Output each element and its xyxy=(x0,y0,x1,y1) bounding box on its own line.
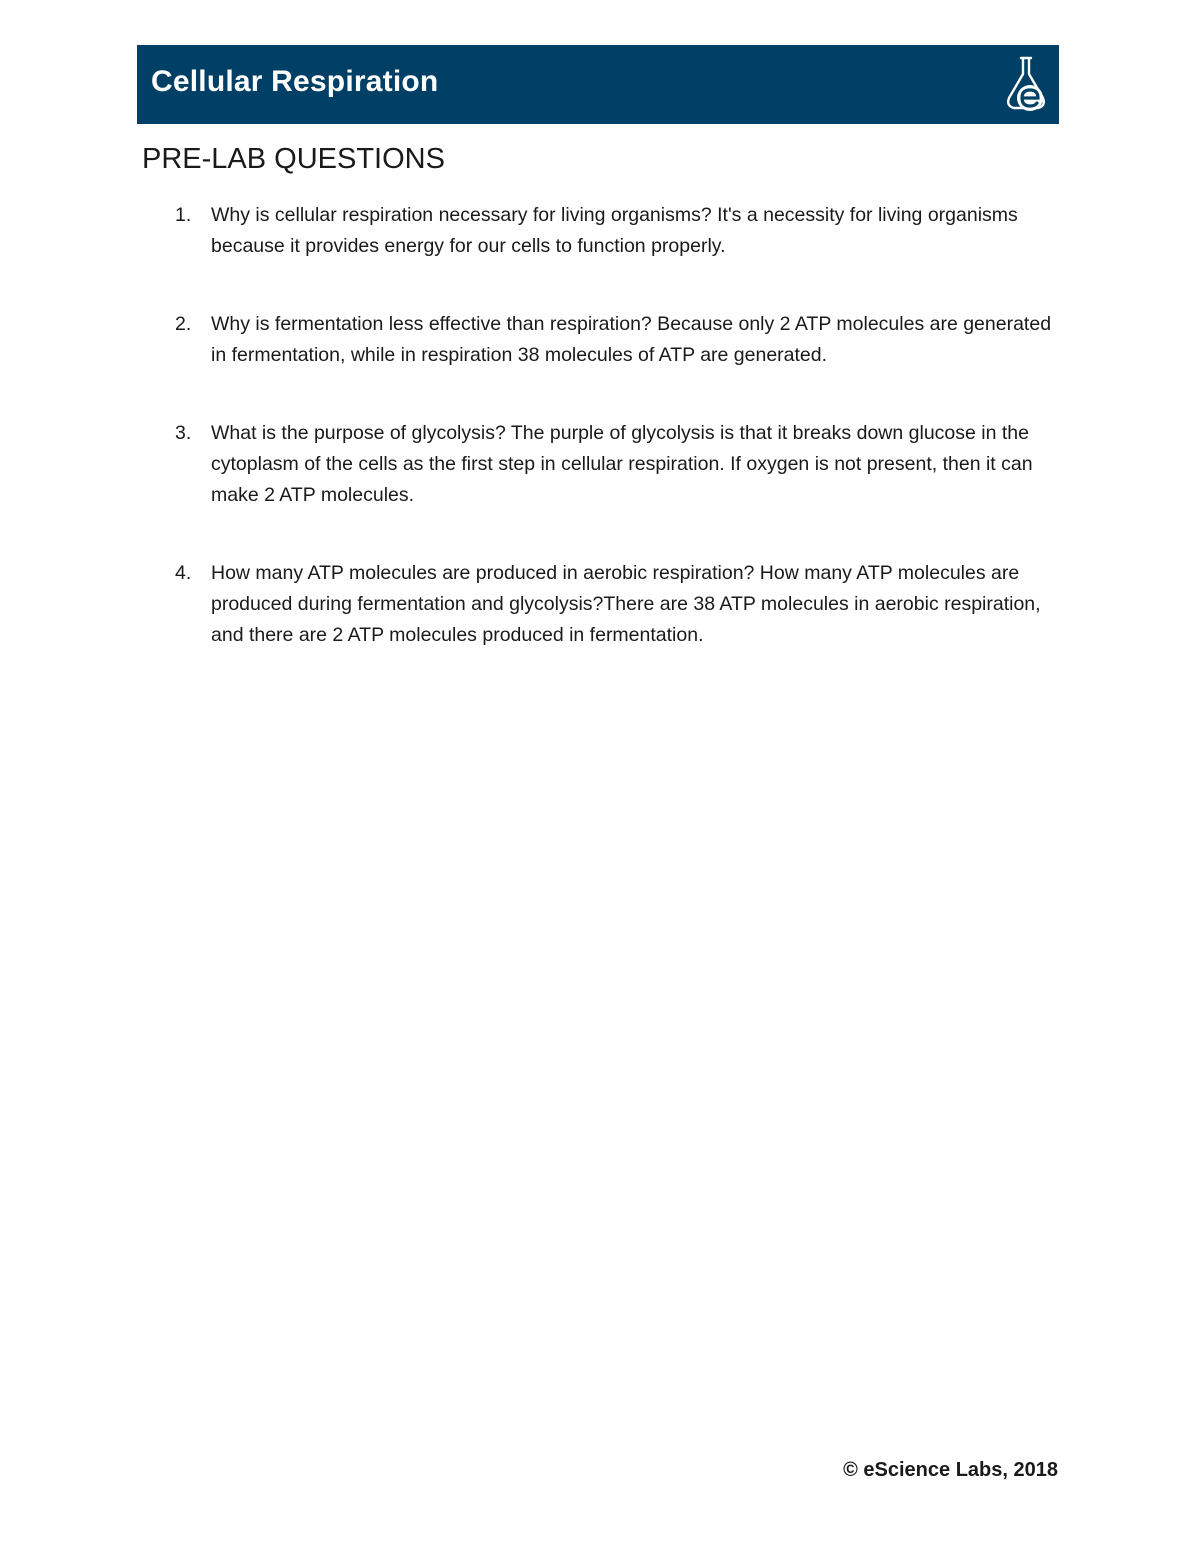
section-heading: PRE-LAB QUESTIONS xyxy=(142,143,445,175)
page-title: Cellular Respiration xyxy=(151,65,439,98)
flask-e-logo-icon xyxy=(1003,54,1049,114)
question-item xyxy=(0,200,1061,262)
question-text: What is the purpose of glycolysis? The purple of glycolysis is that it breaks down glucose in the cytoplasm of the cells as the first step in cellular respiration. If oxygen is not present, then it can make 2 ATP molecules. xyxy=(211,422,1033,506)
question-item xyxy=(0,309,1061,371)
question-text: How many ATP molecules are produced in aerobic respiration? How many ATP molecules are produced during fermentation and glycolysis?There are 38 ATP molecules in aerobic respiration, and there are 2 ATP molecules produced in fermentation. xyxy=(211,562,1041,646)
copyright-footer: © eScience Labs, 2018 xyxy=(843,1459,1058,1481)
question-number: 3. xyxy=(175,422,192,444)
question-text: Why is cellular respiration necessary for living organisms? It's a necessity for living organisms because it provides energy for our cells to function properly. xyxy=(211,204,1018,257)
question-number: 1. xyxy=(175,204,192,226)
question-item xyxy=(0,418,1061,511)
question-text: Why is fermentation less effective than respiration? Because only 2 ATP molecules are generated in fermentation, while in respiration 38 molecules of ATP are generated. xyxy=(211,313,1052,366)
question-number: 2. xyxy=(175,313,192,335)
question-number: 4. xyxy=(175,562,192,584)
header-bar xyxy=(137,45,1059,124)
question-item xyxy=(0,558,1061,651)
